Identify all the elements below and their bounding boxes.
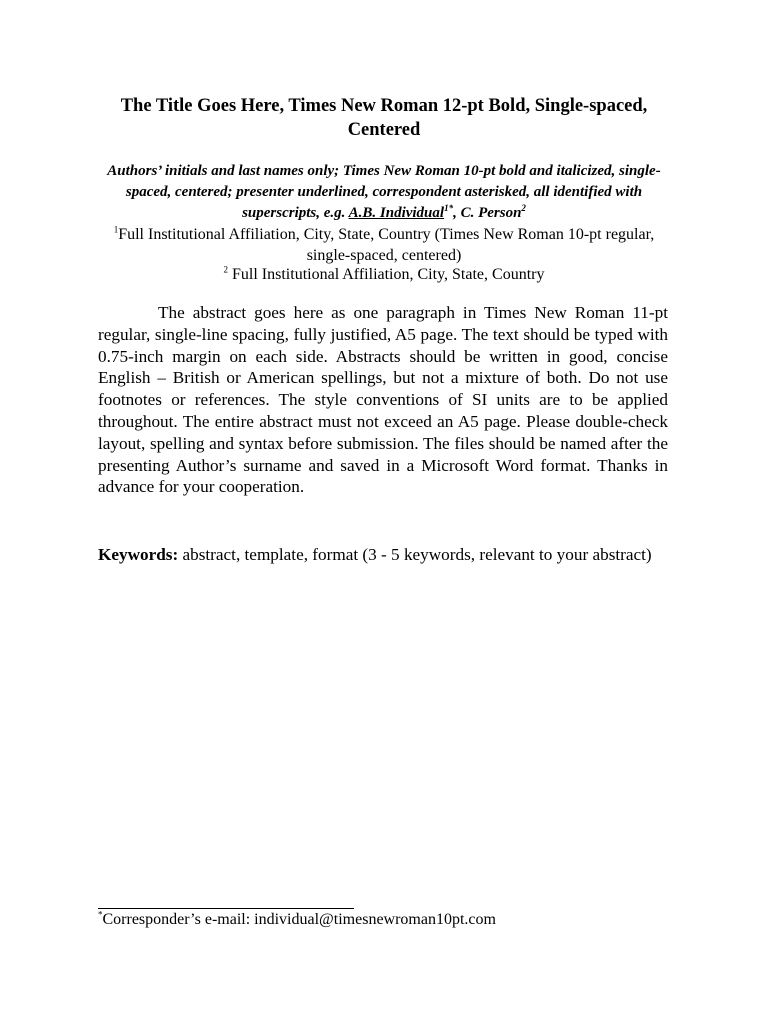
keywords-label: Keywords: (98, 545, 179, 564)
presenter-name: A.B. Individual (348, 205, 445, 221)
author-list (90, 161, 678, 224)
footnote-divider (98, 908, 354, 909)
footnote-text: Corresponder’s e-mail: individual@timesnewroman10pt.com (102, 911, 496, 928)
coauthor-superscript: 2 (521, 203, 526, 213)
keywords-text: abstract, template, format (3 - 5 keywords, relevant to your abstract) (178, 545, 652, 564)
affiliation-1-superscript: 1 (113, 224, 119, 235)
author-separator: , (453, 205, 457, 221)
affiliation-2 (90, 264, 678, 285)
keywords-line (98, 544, 668, 566)
affiliation-1-text: Full Institutional Affiliation, City, State, Country (Times New Roman 10-pt regular, single-spaced, centered) (118, 226, 655, 264)
coauthor-name: C. Person (460, 205, 522, 221)
affiliation-2-superscript: 2 (223, 264, 229, 275)
presenter-superscript: 1* (444, 203, 454, 213)
abstract-paragraph: The abstract goes here as one paragraph in Times New Roman 11-pt regular, single-line spacing, fully justified, A5 page. The text should be typed with 0.75-inch margin on each side. Abstracts should be written in good, concise English – British or American spellings, but not a mixture of both. Do not use footnotes or references. The style conventions of SI units are to be applied throughout. The entire abstract must not exceed an A5 page. Please double-check layout, spelling and syntax before submission. The files should be named after the presenting Author’s surname and saved in a Microsoft Word format. Thanks in advance for your cooperation. (98, 303, 668, 497)
affiliation-2-text: Full Institutional Affiliation, City, State, Country (228, 266, 545, 283)
affiliation-1 (90, 224, 678, 266)
correspondence-footnote (98, 910, 668, 930)
document-title: The Title Goes Here, Times New Roman 12-pt Bold, Single-spaced, Centered (120, 96, 648, 140)
footnote-asterisk: * (98, 909, 103, 920)
author-instructions: Authors’ initials and last names only; Times New Roman 10-pt bold and italicized, single-spaced, centered; presenter underlined, correspondent asterisked, all identified with superscripts, e.g. (107, 163, 661, 221)
